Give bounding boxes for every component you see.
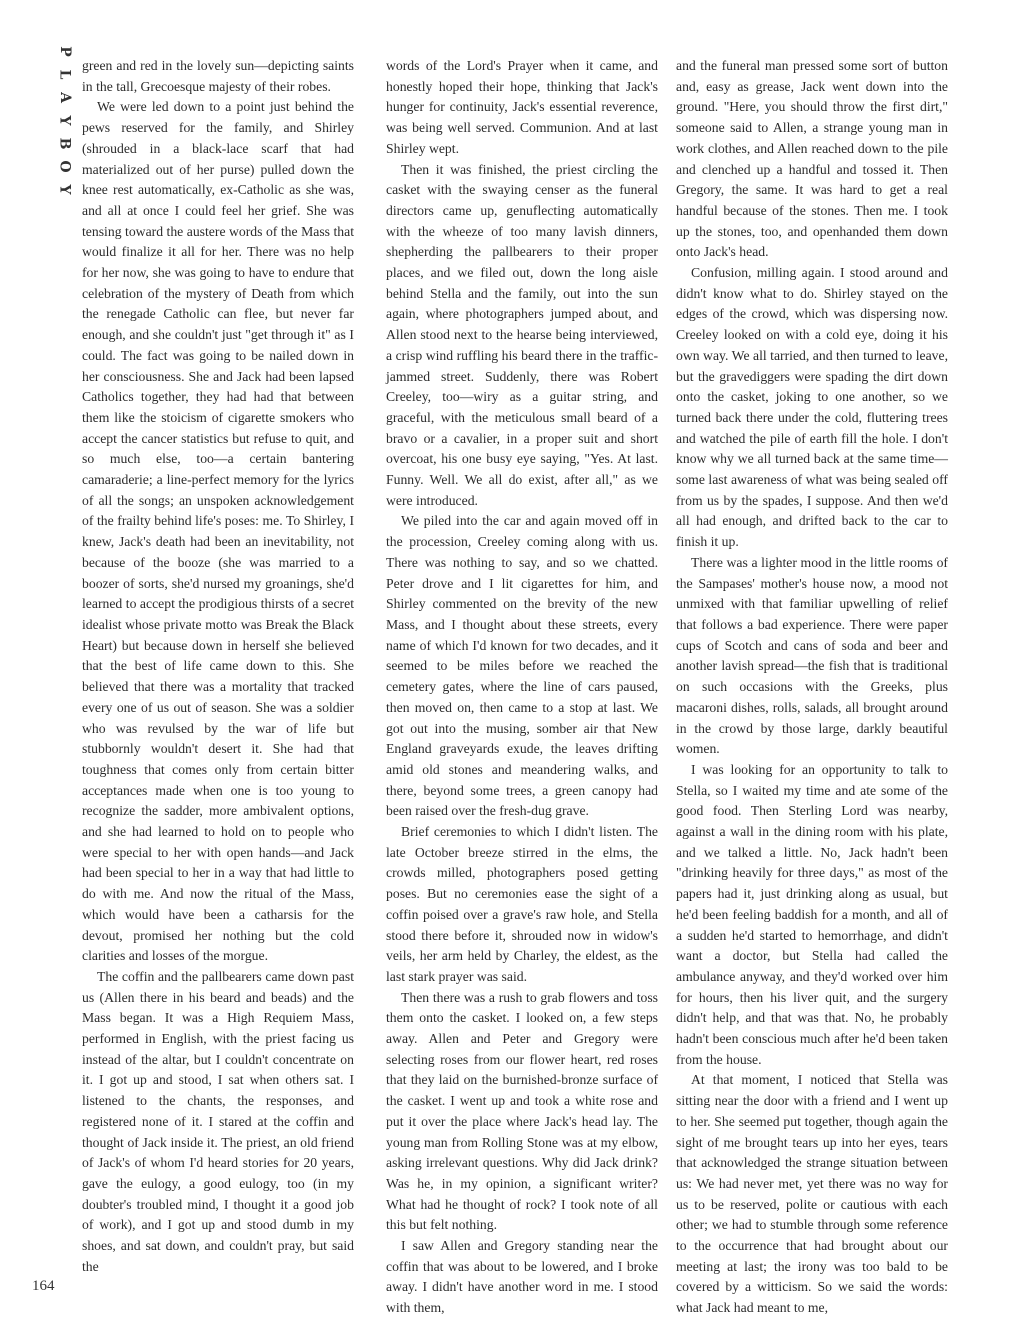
paragraph: Then it was finished, the priest circling the casket with the swaying censer as the funeral directors came up, genuflecting automatically with the wheeze of too many lavish dinners, shepherding the pallbearers to their proper places, and we filed out, down the long aisle behind Stella and the family, out into the sun again, where photographers jumped about, and Allen stood next to the hearse being interviewed, a crisp wind ruffling his beard there in the traffic-jammed street. Suddenly, there was Robert Creeley, too—wiry as a guitar string, and graceful, with the meticulous small beard of a bravo or a cavalier, in a proper suit and short overcoat, his one busy eye saying, "Yes. At last. Funny. Well. We all do exist, after all," as we were introduced.	[386, 161, 658, 508]
paragraph: At that moment, I noticed that Stella was sitting near the door with a friend and I went up to her. She seemed put together, though again the sight of me brought tears up into her eyes, tears that acknowledged the strange situation between us: We had never met, yet there was no way for us to be reserved, polite or cautious with each other; we had to stumble through some reference to the occurrence that had brought about our meeting at last; the irony was too bald to be covered by a witticism. So we said the words: what Jack had meant to me,	[676, 1072, 948, 1316]
masthead-letter: A	[56, 92, 73, 103]
masthead-letter: Y	[56, 184, 73, 195]
paragraph: We were led down to a point just behind the pews reserved for the family, and Shirley (shrouded in a black-lace scarf that had materialized out of her purse) pulled down the knee rest automatically, ex-Catholic as she was, and all at once I could feel her grief. She was tensing toward the austere words of the Mass that would finalize it all for her. There was no help for her now, she was going to have to endure that celebration of the mystery of Death from which the renegade Catholic can flee, but never far enough, and she couldn't just "get through it" as I could. The fact was going to be nailed down in her consciousness. She and Jack had been lapsed Catholics together, they had had that between them like the stoicism of cigarette smokers who accept the cancer statistics but refuse to quit, and so much else, too—a certain bantering camaraderie; a line-perfect memory for the lyrics of all the songs; an unspoken acknowledgement of the frailty behind life's poses: me. To Shirley, I knew, Jack's death had been an inevitability, not because of the booze (she was married to a boozer of sorts, she'd nursed my groanings, she'd learned to accept the prodigious thirsts of a secret idealist whose private motto was Break the Black Heart) but because down in herself she believed that the best of life came down to this. She believed that there was a mortality that tracked every one of us out of season. She was a soldier who was revulsed by the war of life but stubbornly wouldn't desert it. She had that toughness that comes only from certain bitter acceptances made when one is too young to recognize the sadder, more ambivalent options, and she had learned to hold on to people who were special to her with open hands—and Jack had been special to her in a way that had little to do with me. And now the ritual of the Mass, which would have been a catharsis for the devout, promised her nothing but the cold clarities and losses of the morgue.	[82, 99, 354, 964]
paragraph: I was looking for an opportunity to talk to Stella, so I waited my time and ate some of the good food. Then Sterling Lord was nearby, against a wall in the dining room with his plate, and we talked a little. No, Jack hadn't been "drinking heavily for three days," as most of the papers had it, just drinking along as usual, but he'd been feeling baddish for a month, and all of a sudden he'd started to hemorrhage, and didn't want a doctor, but Stella had called the ambulance anyway, and they'd worked over him for hours, then his liver quit, and the surgery didn't help, and that was that. No, he probably hadn't been conscious much after he'd been taken from the house.	[676, 761, 948, 1067]
paragraph: and the funeral man pressed some sort of button and, easy as grease, Jack went down into the ground. "Here, you should throw the first dirt," someone said to Allen, a strange young man in work clothes, and Allen reached down to the pile and clenched up a handful and tossed it. Then Gregory, the same. It was hard to get a real handful because of the stones. Then me. I took up the stones, too, and openhanded them down onto Jack's head.	[676, 58, 948, 260]
paragraph: There was a lighter mood in the little rooms of the Sampases' mother's house now, a mood not unmixed with that familiar upwelling of relief that follows a bad experience. There were paper cups of Scotch and cans of soda and beer and another lavish spread—the fish that is traditional on such occasions with the Greeks, plus macaroni dishes, rolls, salads, all brought around in the crowd by those large, darkly beautiful women.	[676, 554, 948, 757]
paragraph: Then there was a rush to grab flowers and toss them onto the casket. I looked on, a few steps away. Allen and Peter and Gregory were selecting roses from our flower heart, red roses that they laid on the burnished-bronze surface of the casket. I went up and took a white rose and put it over the place where Jack's head lay. The young man from Rolling Stone was at my elbow, asking irrelevant questions. Why did Jack drink? Was he, in my opinion, a significant writer? What had he thought of rock? I took note of all this but felt nothing.	[386, 989, 658, 1233]
masthead-letter: L	[56, 69, 73, 80]
paragraph: I saw Allen and Gregory standing near the coffin that was about to be lowered, and I broke away. I didn't have another word in me. I stood with them,	[386, 1238, 658, 1316]
paragraph: green and red in the lovely sun—depicting saints in the tall, Grecoesque majesty of their robes.	[82, 58, 354, 94]
paragraph: The coffin and the pallbearers came down past us (Allen there in his beard and beads) and the Mass began. It was a High Requiem Mass, performed in English, with the priest facing us instead of the altar, but I couldn't concentrate on it. I got up and stood, I sat when others sat. I listened to the chants, the responses, and registered none of it. I stared at the coffin and thought of Jack inside it. The priest, an old friend of Jack's of whom I'd heard stories for 20 years, gave the eulogy, a good eulogy, too (in my doubter's troubled mind, I thought it a good job of work), and I got up and stood dumb in my shoes, and sat down, and couldn't pray, but said the	[82, 968, 354, 1274]
paragraph: We piled into the car and again moved off in the procession, Creeley coming along with us. There was nothing to say, and so we chatted. Peter drove and I lit cigarettes for him, and Shirley commented on the brevity of the new Mass, and I thought about these streets, every name of which I'd known for two decades, and it seemed to be miles before we reached the cemetery gates, where the line of cars paused, then moved on, then came to a stop at last. We got out into the musing, somber air that New England graveyards exude, the leaves drifting amid old stones and meandering walks, and there, beyond some trees, a green canopy had been raised over the fresh-dug grave.	[386, 513, 658, 819]
paragraph: Brief ceremonies to which I didn't listen. The late October breeze stirred in the elms, the crowds milled, photographers posed getting poses. But no ceremonies ease the sight of a coffin poised over a grave's raw hole, and Stella stood there before it, shrouded now in widow's veils, her arm held by Charley, the eldest, as the last stark prayer was said.	[386, 824, 658, 984]
page-number: 164	[32, 1278, 55, 1294]
masthead	[54, 40, 74, 195]
masthead-letter: P	[56, 46, 73, 57]
text-column-2	[386, 56, 658, 1319]
paragraph: words of the Lord's Prayer when it came, and honestly hoped their hope, thinking that Jack's hunger for continuity, Jack's essential reverence, was being well served. Communion. And at last Shirley wept.	[386, 58, 658, 156]
masthead-letter: O	[56, 160, 73, 173]
text-column-1	[82, 56, 354, 1277]
text-column-3	[676, 56, 948, 1319]
paragraph: Confusion, milling again. I stood around and didn't know what to do. Shirley stayed on the edges of the crowd, which was dispersing now. Creeley looked on with a cold eye, doing it his own way. We all tarried, and then turned to leave, but the gravediggers were spading the dirt down onto the casket, joking to one another, so we turned back there under the cold, fluttering trees and watched the pile of earth fill the hole. I don't know why we all turned back at the same time—some last awareness of what was being sealed off from us by the spades, I suppose. And then we'd all had enough, and drifted back to the car to finish it up.	[676, 265, 948, 550]
masthead-letter: B	[56, 137, 73, 150]
masthead-letter: Y	[56, 115, 73, 126]
